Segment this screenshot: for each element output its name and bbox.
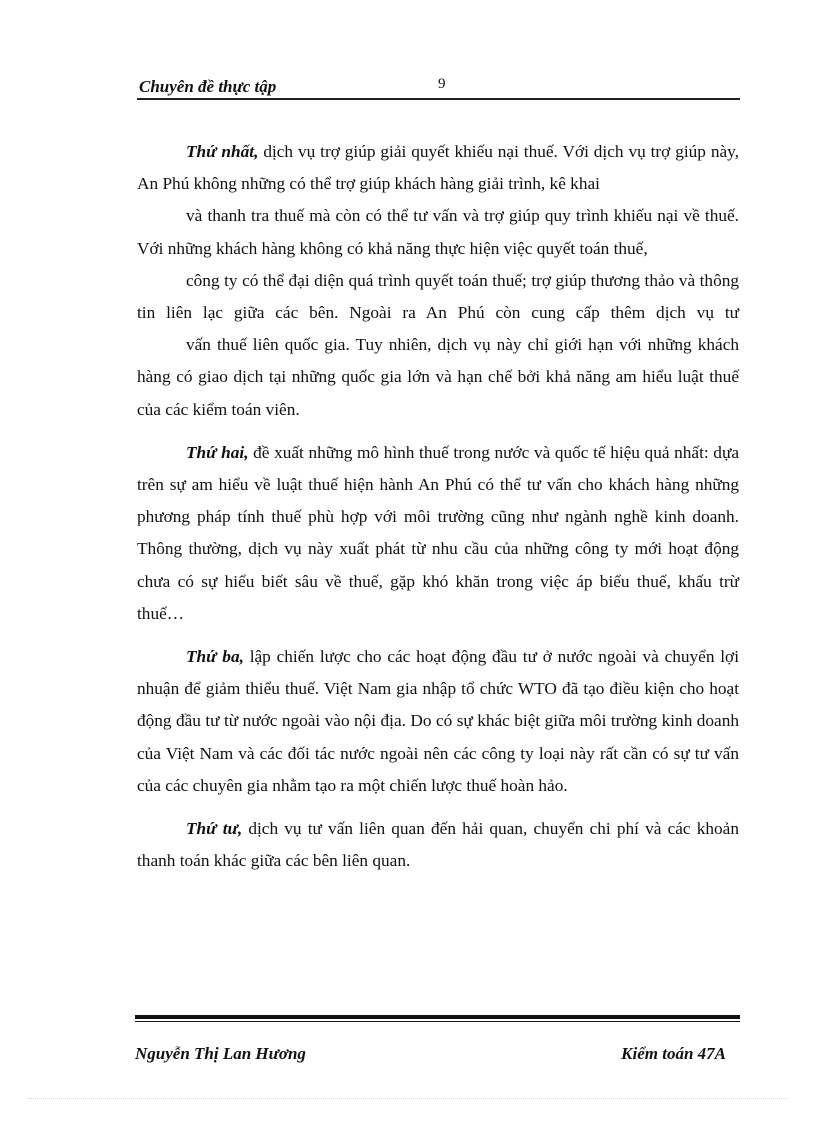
paragraph-continuation <box>137 200 739 264</box>
footer-divider-thick <box>135 1015 740 1019</box>
paragraph-lead-second: Thứ hai, <box>186 442 249 462</box>
paragraph-text: dịch vụ trợ giúp giải quyết khiếu nại thuế. Với dịch vụ trợ giúp này, An Phú không những có thể trợ giúp khách hàng giải trình, kê khai <box>137 142 740 194</box>
paragraph-text: dịch vụ tư vấn liên quan đến hải quan, chuyển chi phí và các khoản thanh toán khác giữa các bên liên quan. <box>137 819 739 871</box>
footer-author: Nguyễn Thị Lan Hương <box>135 1044 306 1063</box>
paragraph-lead-third: Thứ ba, <box>186 647 244 667</box>
paragraph-lead-fourth: Thứ tư, <box>186 819 243 839</box>
page-header <box>137 76 740 100</box>
paragraph-text: lập chiến lược cho các hoạt động đầu tư ở nước ngoài và chuyển lợi nhuận để giảm thiểu thuế. Việt Nam gia nhập tổ chức WTO đã tạo điều kiện cho hoạt động đầu tư từ nước ngoài vào nội địa. Do có sự khác biệt giữa môi trường kinh doanh của Việt Nam và các đối tác nước ngoài nên các công ty loại này rất cần có sự tư vấn của các chuyên gia nhằm tạo ra một chiến lược thuế hoàn hảo. <box>137 647 739 795</box>
header-title: Chuyên đề thực tập <box>139 77 277 96</box>
paragraph-text: vấn thuế liên quốc gia. Tuy nhiên, dịch vụ này chỉ giới hạn với những khách hàng có giao dịch tại những quốc gia lớn và hạn chế bởi khả năng am hiểu luật thuế của các kiểm toán viên. <box>137 335 739 419</box>
footer-divider-thin <box>135 1021 740 1022</box>
paragraph-second <box>137 437 739 630</box>
paragraph-text: đề xuất những mô hình thuế trong nước và quốc tế hiệu quả nhất: dựa trên sự am hiểu về luật thuế hiện hành An Phú có thể tư vấn cho khách hàng những phương pháp tính thuế phù hợp với môi trường cũng như ngành nghề kinh doanh. Thông thường, dịch vụ này xuất phát từ nhu cầu của những công ty mới hoạt động chưa có sự hiểu biết sâu về thuế, gặp khó khăn trong việc áp biểu thuế, khấu trừ thuế… <box>137 442 739 623</box>
paragraph-fourth <box>137 813 739 877</box>
paragraph-text: công ty có thể đại diện quá trình quyết toán thuế; trợ giúp thương thảo và thông tin liên lạc giữa các bên. Ngoài ra An Phú còn cung cấp thêm dịch vụ tư <box>137 270 739 323</box>
paragraph-lead-first: Thứ nhất, <box>186 142 259 161</box>
paragraph-first <box>137 136 739 200</box>
footer-course: Kiểm toán 47A <box>621 1044 726 1063</box>
page-edge <box>28 1098 788 1099</box>
paragraph-third <box>137 641 739 802</box>
paragraph-text: và thanh tra thuế mà còn có thể tư vấn và trợ giúp quy trình khiếu nại về thuế. Với những khách hàng không có khả năng thực hiện việc quyết toán thuế, <box>137 206 739 258</box>
paragraph-continuation <box>137 329 739 426</box>
paragraph-continuation <box>137 265 739 329</box>
document-body <box>137 136 739 877</box>
page-number: 9 <box>438 76 446 92</box>
